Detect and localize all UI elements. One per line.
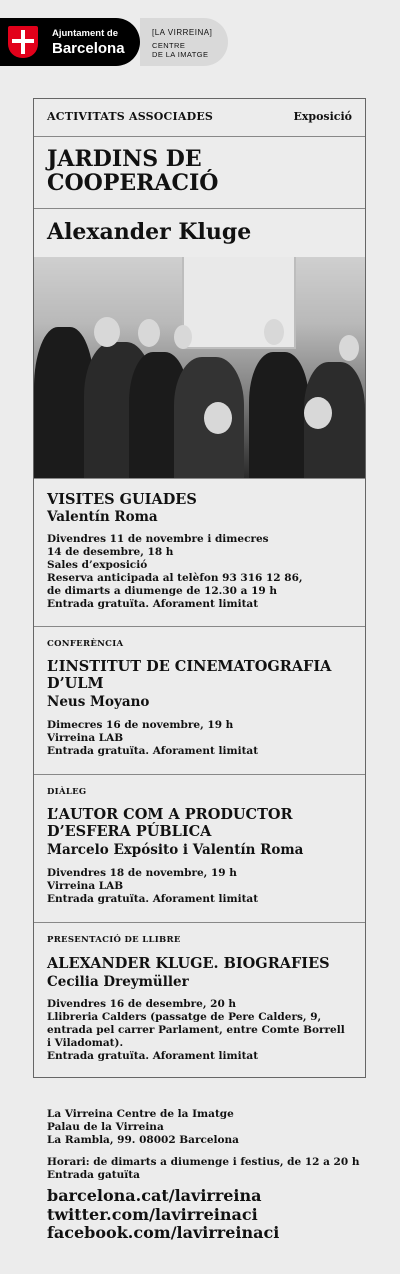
card-header xyxy=(34,99,365,137)
event-details: Divendres 16 de desembre, 20 h Llibreria Calders (passatge de Pere Calders, 9, entrada pel carrer Parlament, entre Comte Borrell i Viladomat). Entrada gratuïta. Aforament limitat xyxy=(47,998,345,1062)
event-subtitle: Cecilia Dreymüller xyxy=(47,974,189,990)
artist-row xyxy=(34,209,365,257)
event-title: L’INSTITUT DE CINEMATOGRAFIA D’ULM xyxy=(47,658,332,692)
event-title: ALEXANDER KLUGE. BIOGRAFIES xyxy=(47,955,330,972)
activities-card xyxy=(33,98,366,1078)
footer-hours: Horari: de dimarts a diumenge i festius, de 12 a 20 h Entrada gatuïta xyxy=(47,1156,360,1181)
virreina-logo-line3: DE LA IMATGE xyxy=(152,50,209,59)
event-conferencia xyxy=(34,626,365,774)
bcn-logo-line1: Ajuntament de xyxy=(52,28,118,39)
barcelona-shield-icon xyxy=(8,26,38,58)
event-details: Dimecres 16 de novembre, 19 h Virreina LAB Entrada gratuïta. Aforament limitat xyxy=(47,719,259,757)
title-row xyxy=(34,137,365,209)
event-details: Divendres 18 de novembre, 19 h Virreina LAB Entrada gratuïta. Aforament limitat xyxy=(47,867,259,905)
exhibition-title: JARDINS DE COOPERACIÓ xyxy=(47,146,219,196)
event-kicker: DIÀLEG xyxy=(47,787,87,797)
footer xyxy=(47,1108,377,1243)
virreina-logo-line1: [LA VIRREINA] xyxy=(152,28,213,37)
event-dialeg xyxy=(34,774,365,922)
exhibition-label: Exposició xyxy=(293,110,352,123)
link-barcelona-cat[interactable]: barcelona.cat/lavirreina xyxy=(47,1186,262,1205)
exhibition-photo xyxy=(34,257,365,478)
artist-name: Alexander Kluge xyxy=(47,219,252,245)
event-details: Divendres 11 de novembre i dimecres 14 de desembre, 18 h Sales d’exposició Reserva anticipada al telèfon 93 316 12 86, de dimarts a diumenge de 12.30 a 19 h Entrada gratuïta. Aforament limitat xyxy=(47,533,303,610)
virreina-logo[interactable] xyxy=(140,18,228,66)
event-visites-guiades xyxy=(34,478,365,626)
event-subtitle: Marcelo Expósito i Valentín Roma xyxy=(47,842,304,858)
event-kicker: PRESENTACIÓ DE LLIBRE xyxy=(47,935,181,945)
footer-links xyxy=(47,1187,377,1243)
event-kicker: CONFERÈNCIA xyxy=(47,639,124,649)
event-subtitle: Neus Moyano xyxy=(47,694,150,710)
event-title: L’AUTOR COM A PRODUCTOR D’ESFERA PÚBLICA xyxy=(47,806,293,840)
event-subtitle: Valentín Roma xyxy=(47,509,158,525)
event-presentacio-llibre xyxy=(34,922,365,1079)
bcn-logo-line2: Barcelona xyxy=(52,40,125,57)
ajuntament-barcelona-logo[interactable] xyxy=(0,18,140,66)
section-label: ACTIVITATS ASSOCIADES xyxy=(47,110,214,123)
link-facebook[interactable]: facebook.com/lavirreinaci xyxy=(47,1223,280,1242)
logo-bar xyxy=(0,18,400,66)
virreina-logo-line2: CENTRE xyxy=(152,41,186,50)
link-twitter[interactable]: twitter.com/lavirreinaci xyxy=(47,1204,258,1224)
event-title: VISITES GUIADES xyxy=(47,491,197,508)
footer-address: La Virreina Centre de la Imatge Palau de la Virreina La Rambla, 99. 08002 Barcelona xyxy=(47,1108,239,1146)
